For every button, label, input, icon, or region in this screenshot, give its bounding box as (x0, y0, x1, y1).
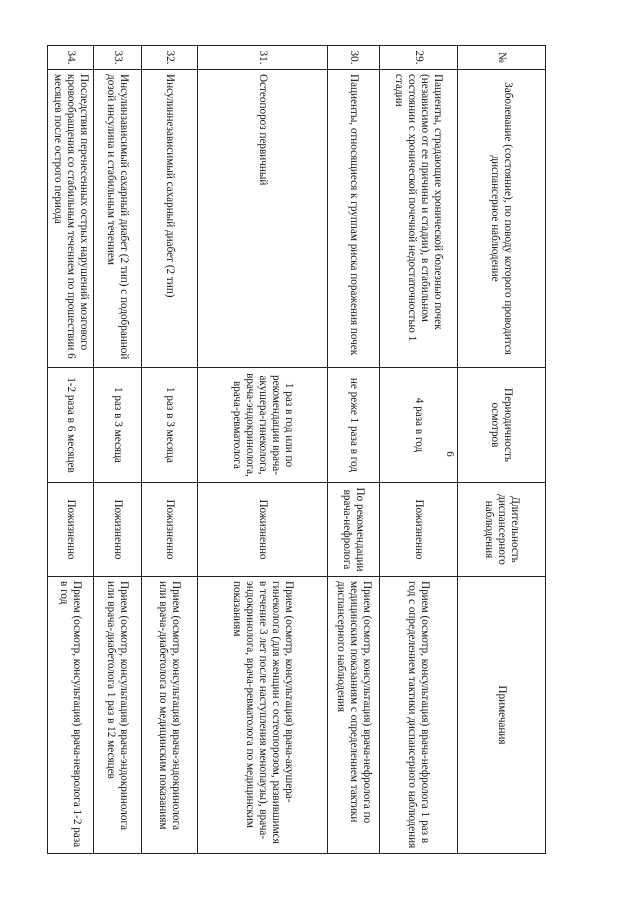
table-row (48, 46, 94, 854)
table-row (142, 46, 198, 854)
row-periodicity: 1 раз в год или по рекомендации врача-акушера-гинеколога, врача-эндокринолога, врача-ревматолога (198, 368, 328, 483)
row-notes: Прием (осмотр, консультация) врача-нефролога 1 раз в год с определением тактики диспансерного наблюдения (380, 577, 458, 854)
row-num: 34. (48, 46, 94, 70)
row-duration: По рекомендации врача-нефролога (328, 483, 380, 577)
header-notes: Примечания (458, 577, 546, 854)
header-periodicity: Периодичность осмотров (458, 368, 546, 483)
row-disease: Инсулинзависимый сахарный диабет (2 тип) с подобранной дозой инсулина и стабильным течением (94, 70, 142, 368)
row-notes: Прием (осмотр, консультация) врача-невролога 1-2 раза в год (48, 577, 94, 854)
table-row (328, 46, 380, 854)
row-disease: Инсулиннезависимый сахарный диабет (2 тип) (142, 70, 198, 368)
row-notes: Прием (осмотр, консультация) врача-эндокринолога или врача-диабетолога 1 раз в 12 месяцев (94, 577, 142, 854)
row-notes: Прием (осмотр, консультация) врача-нефролога по медицинским показаниям с определением тактики диспансерного наблюдения (328, 577, 380, 854)
row-notes: Прием (осмотр, консультация) врача-акушера-гинеколога (для женщин с остеопорозом, развившимся в течение 3 лет после наступления менопаузы), врача-эндокринолога, врача-ревматолога по медицинским показаниям (198, 577, 328, 854)
row-periodicity: 1-2 раза в 6 месяцев (48, 368, 94, 483)
row-disease: Остеопороз первичный (198, 70, 328, 368)
rotated-page (52, 45, 546, 853)
row-num: 32. (142, 46, 198, 70)
row-periodicity: 4 раза в год (380, 368, 458, 483)
row-notes: Прием (осмотр, консультация) врача-эндокринолога или врача-диабетолога по медицинским показаниям (142, 577, 198, 854)
row-disease: Пациенты, относящиеся к группам риска поражения почек (328, 70, 380, 368)
page-number: 6 (443, 451, 456, 457)
row-duration: Пожизненно (48, 483, 94, 577)
row-disease: Последствия перенесенных острых нарушений мозгового кровообращения со стабильным течением по прошествии 6 месяцев после острого периода (48, 70, 94, 368)
row-periodicity: 1 раз в 3 месяца (142, 368, 198, 483)
row-disease: Пациенты, страдающие хронической болезнью почек (независимо от ее причины и стадии), в стабильном состоянии с хронической почечной недостаточностью 1 стадии (380, 70, 458, 368)
row-num: 33. (94, 46, 142, 70)
dispensary-observation-table (47, 45, 546, 854)
row-duration: Пожизненно (198, 483, 328, 577)
row-num: 30. (328, 46, 380, 70)
table-row (198, 46, 328, 854)
row-num: 29. (380, 46, 458, 70)
row-duration: Пожизненно (94, 483, 142, 577)
header-duration: Длительность диспансерного наблюдения (458, 483, 546, 577)
row-periodicity: 1 раз в 3 месяца (94, 368, 142, 483)
row-duration: Пожизненно (142, 483, 198, 577)
row-num: 31. (198, 46, 328, 70)
header-num: № (458, 46, 546, 70)
row-periodicity: не реже 1 раза в год (328, 368, 380, 483)
table-row (380, 46, 458, 854)
table-header-row (458, 46, 546, 854)
table-row (94, 46, 142, 854)
row-duration: Пожизненно (380, 483, 458, 577)
header-disease: Заболевание (состояние), по поводу которого проводится диспансерное наблюдение (458, 70, 546, 368)
